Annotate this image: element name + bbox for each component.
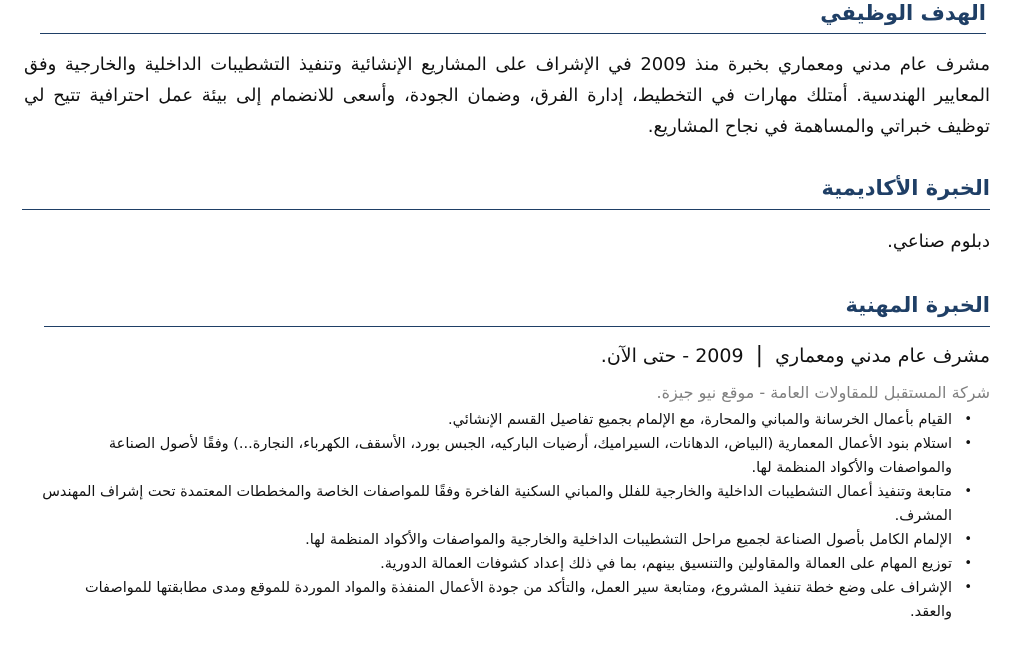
education-degree: دبلوم صناعي. (887, 231, 990, 252)
job-separator: | (755, 343, 764, 368)
duty-item: • القيام بأعمال الخرسانة والمباني والمحارة، مع الإلمام بجميع تفاصيل القسم الإنشائي. (40, 408, 976, 432)
duty-item: • الإشراف على وضع خطة تنفيذ المشروع، ومتابعة سير العمل، والتأكد من جودة الأعمال المنفذة والمواد الموردة للموقع ومدى مطابقتها للمواصفات والعقد. (40, 576, 976, 624)
experience-divider (44, 326, 990, 327)
job-title: مشرف عام مدني ومعماري (775, 345, 990, 367)
duty-item: • متابعة وتنفيذ أعمال التشطيبات الداخلية والخارجية للفلل والمباني السكنية الفاخرة وفقًا للمواصفات الخاصة والمخططات المعتمدة تحت إشراف المهندس المشرف. (40, 480, 976, 528)
education-title: الخبرة الأكاديمية (821, 176, 990, 200)
objective-divider (40, 33, 986, 34)
duty-item: • الإلمام الكامل بأصول الصناعة لجميع مراحل التشطيبات الداخلية والخارجية والمواصفات والأكواد المنظمة لها. (40, 528, 976, 552)
job-period: 2009 - حتى الآن. (600, 345, 744, 367)
duty-item: • استلام بنود الأعمال المعمارية (البياض، الدهانات، السيراميك، أرضيات الباركيه، الجبس بورد، الأسقف، الكهرباء، النجارة...) وفقًا لأصول الصناعة والمواصفات والأكواد المنظمة لها. (40, 432, 976, 480)
objective-text: مشرف عام مدني ومعماري بخبرة منذ 2009 في الإشراف على المشاريع الإنشائية وتنفيذ التشطيبات الداخلية والخارجية وفق المعايير الهندسية. أمتلك مهارات في التخطيط، إدارة الفرق، وضمان الجودة، وأسعى للانضمام إلى بيئة عمل احترافية تتيح لي توظيف خبراتي والمساهمة في نجاح المشاريع. (24, 54, 991, 137)
company-line: شركة المستقبل للمقاولات العامة - موقع نيو جيزة. (656, 383, 990, 402)
experience-title: الخبرة المهنية (845, 293, 990, 317)
duties-list (40, 408, 976, 624)
objective-title: الهدف الوظيفي (820, 1, 986, 25)
job-heading (601, 343, 990, 369)
duty-item: • توزيع المهام على العمالة والمقاولين والتنسيق بينهم، بما في ذلك إعداد كشوفات العمالة الدورية. (40, 552, 976, 576)
education-divider (22, 209, 990, 210)
